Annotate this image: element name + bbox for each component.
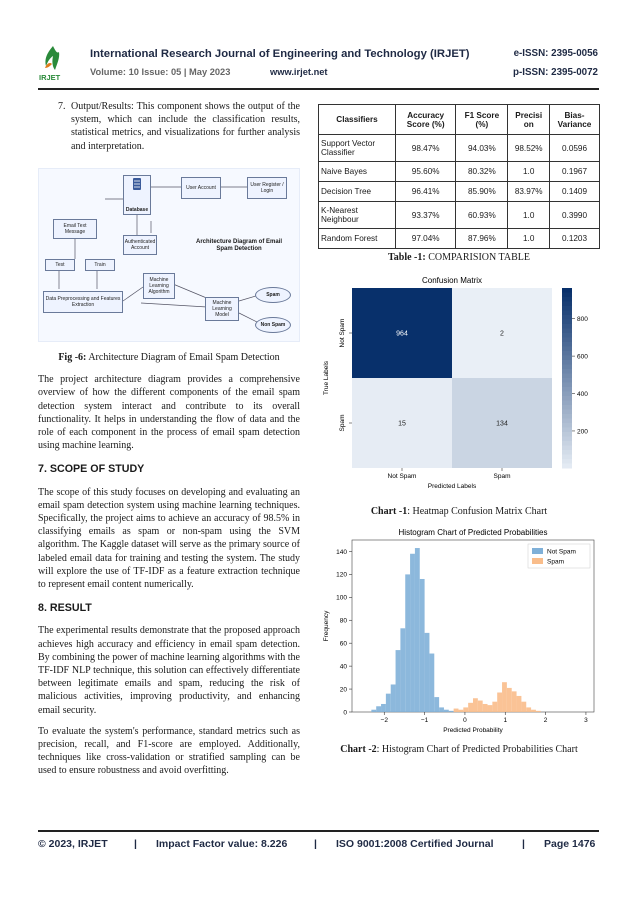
histogram-bar	[400, 628, 405, 712]
histogram-bar	[386, 694, 391, 712]
chart1-caption-text: : Heatmap Confusion Matrix Chart	[407, 506, 548, 517]
colorbar-segment	[562, 410, 572, 415]
header-cell: Accuracy Score (%)	[396, 105, 456, 135]
heading-result: 8. RESULT	[38, 602, 92, 615]
left-column-lower	[38, 351, 300, 778]
colorbar-segment	[562, 324, 572, 329]
histogram-bar	[507, 688, 512, 712]
table-cell: Decision Tree	[319, 182, 396, 202]
colorbar-segment	[562, 356, 572, 361]
colorbar-segment	[562, 369, 572, 374]
confusion-matrix-heatmap	[318, 272, 600, 494]
histogram-bar	[396, 650, 401, 712]
y-axis-label: Frequency	[323, 610, 330, 642]
histogram-bar	[488, 705, 493, 712]
table-row	[319, 162, 600, 182]
spam-node: Spam	[255, 287, 291, 303]
paragraph-result-2: To evaluate the system's performance, standard metrics such as precision, recall, and F1-score are employed. Additionally, techniques like cross-validation or stratified sampling can be used to ensure robustness and avoid overfitting.	[38, 725, 300, 777]
y-tick-label: 40	[339, 663, 347, 671]
heading-scope: 7. SCOPE OF STUDY	[38, 463, 145, 476]
architecture-diagram	[38, 168, 300, 342]
histogram-bar	[376, 706, 381, 712]
histogram-bar	[517, 696, 522, 712]
y-tick-label: 100	[336, 594, 347, 602]
y-tick-label: 140	[336, 548, 347, 556]
colorbar-segment	[562, 383, 572, 388]
histogram-bar	[454, 709, 459, 712]
y-tick-label: 60	[339, 640, 347, 648]
footer-separator: |	[314, 838, 317, 850]
pissn: p-ISSN: 2395-0072	[513, 67, 598, 78]
histogram-bar	[371, 710, 376, 712]
colorbar-segment	[562, 288, 572, 293]
test-box: Test	[45, 259, 75, 271]
footer-iso: ISO 9001:2008 Certified Journal	[336, 838, 494, 850]
y-tick-label: Spam	[339, 414, 346, 432]
histogram-bar	[512, 691, 517, 712]
colorbar-segment	[562, 374, 572, 379]
table-caption-text: COMPARISION TABLE	[425, 252, 530, 263]
ml-algorithm-box: Machine Learning Algorithm	[143, 273, 175, 299]
y-tick-label: 0	[343, 709, 347, 717]
x-tick-label: −1	[420, 717, 429, 724]
legend-label: Not Spam	[547, 548, 576, 556]
colorbar-segment	[562, 351, 572, 356]
colorbar-segment	[562, 432, 572, 437]
x-tick-label: Spam	[493, 473, 511, 480]
histogram-bar	[439, 707, 444, 712]
histogram-bar	[473, 698, 478, 712]
colorbar-segment	[562, 360, 572, 365]
table-cell: 98.47%	[396, 135, 456, 162]
user-account-box: User Account	[181, 177, 221, 199]
table-caption-label: Table -1:	[388, 252, 426, 263]
histogram-bar	[531, 710, 536, 712]
colorbar-segment	[562, 302, 572, 307]
footer-page-number: Page 1476	[544, 838, 596, 850]
header-cell: Precisi on	[508, 105, 550, 135]
preprocessing-box: Data Preprocessing and Features Extraction	[43, 291, 123, 313]
table-cell: 95.60%	[396, 162, 456, 182]
colorbar-segment	[562, 428, 572, 433]
table-cell: 1.0	[508, 162, 550, 182]
colorbar-segment	[562, 423, 572, 428]
colorbar-segment	[562, 293, 572, 298]
histogram-bar	[420, 579, 425, 712]
volume-issue: Volume: 10 Issue: 05 | May 2023	[90, 67, 231, 77]
irjet-logo-icon	[38, 44, 68, 82]
colorbar-segment	[562, 446, 572, 451]
colorbar-segment	[562, 306, 572, 311]
table-cell: 98.52%	[508, 135, 550, 162]
database-icon	[132, 177, 142, 191]
colorbar-segment	[562, 396, 572, 401]
histogram-bar	[468, 703, 473, 712]
table-cell: 80.32%	[456, 162, 508, 182]
colorbar-segment	[562, 297, 572, 302]
table-cell: 0.3990	[550, 202, 600, 229]
table-cell: Support Vector Classifier	[319, 135, 396, 162]
y-tick-label: Not Spam	[339, 318, 346, 348]
histogram-bar	[415, 548, 420, 712]
authenticated-account-box: Authenticated Account	[123, 235, 157, 255]
fig-caption	[38, 351, 300, 364]
footer-separator: |	[134, 838, 137, 850]
table-cell: 1.0	[508, 229, 550, 249]
y-tick-label: 80	[339, 617, 347, 625]
heatmap-cell-label: 964	[396, 330, 408, 338]
histogram-bar	[526, 707, 531, 712]
histogram-bar	[434, 697, 439, 712]
colorbar-segment	[562, 455, 572, 460]
table-cell: Naive Bayes	[319, 162, 396, 182]
paragraph-scope: The scope of this study focuses on developing and evaluating an email spam detection system using machine learning techniques. Specifically, the project aims to achieve an accuracy of 98.5% in classifying emails as spam or non-spam using the SVM algorithm. The Kaggle dataset will serve as the primary source of labeled email data for training and testing the system. The study will explore the use of TF-IDF as a feature extraction technique to represent email content numerically.	[38, 486, 300, 591]
user-register-box: User Register / Login	[247, 177, 287, 199]
colorbar-segment	[562, 405, 572, 410]
heatmap-title: Confusion Matrix	[421, 276, 483, 285]
header-rule	[38, 88, 599, 90]
colorbar-segment	[562, 333, 572, 338]
table-cell: 0.0596	[550, 135, 600, 162]
histogram-bar	[381, 704, 386, 712]
chart1-caption	[318, 506, 600, 517]
colorbar-segment	[562, 311, 572, 316]
ml-model-box: Machine Learning Model	[205, 297, 239, 321]
histogram-bar	[410, 554, 415, 712]
histogram-bar	[429, 654, 434, 712]
journal-title: International Research Journal of Engineering and Technology (IRJET)	[90, 48, 470, 60]
left-column	[38, 100, 300, 153]
colorbar-segment	[562, 347, 572, 352]
legend-label: Spam	[547, 558, 564, 566]
chart1-caption-label: Chart -1	[370, 506, 408, 517]
colorbar-segment	[562, 441, 572, 446]
colorbar-segment	[562, 401, 572, 406]
x-tick-label: Not Spam	[387, 473, 417, 480]
chart2-caption-text: : Histogram Chart of Predicted Probabilities Chart	[376, 744, 578, 755]
table-cell: 0.1967	[550, 162, 600, 182]
diagram-title: Architecture Diagram of Email Spam Detection	[195, 239, 283, 252]
table-header-row	[319, 105, 600, 135]
colorbar-tick-label: 400	[577, 390, 588, 398]
probability-histogram	[318, 524, 600, 736]
table-row	[319, 135, 600, 162]
table-cell: 87.96%	[456, 229, 508, 249]
table-cell: 93.37%	[396, 202, 456, 229]
non-spam-node: Non Spam	[255, 317, 291, 333]
histogram-bar	[497, 693, 502, 712]
histogram-bar	[521, 702, 526, 712]
colorbar-segment	[562, 315, 572, 320]
histogram-bar	[425, 633, 430, 712]
heatmap-cell-label: 15	[398, 420, 406, 428]
table-row	[319, 229, 600, 249]
email-text-box: Email Text Message	[53, 219, 97, 239]
table-cell: 83.97%	[508, 182, 550, 202]
x-axis-label: Predicted Labels	[427, 483, 477, 490]
journal-website-link[interactable]: www.irjet.net	[270, 67, 328, 77]
legend-swatch	[532, 548, 543, 554]
histogram-bar	[463, 707, 468, 712]
histogram-bar	[405, 574, 410, 712]
histogram-bar	[444, 710, 449, 712]
table-cell: Random Forest	[319, 229, 396, 249]
table-cell: K-Nearest Neighbour	[319, 202, 396, 229]
x-tick-label: −2	[380, 717, 388, 724]
heatmap-cell-label: 2	[500, 330, 504, 338]
table-cell: 0.1409	[550, 182, 600, 202]
footer-separator: |	[522, 838, 525, 850]
histogram-bar	[391, 684, 396, 712]
histogram-bar	[502, 682, 507, 712]
header-cell: Bias-Variance	[550, 105, 600, 135]
table-cell: 60.93%	[456, 202, 508, 229]
table-cell: 97.04%	[396, 229, 456, 249]
colorbar-segment	[562, 320, 572, 325]
y-axis-label: True Labels	[323, 360, 330, 396]
colorbar-segment	[562, 450, 572, 455]
colorbar-segment	[562, 338, 572, 343]
colorbar-segment	[562, 378, 572, 383]
colorbar-segment	[562, 464, 572, 469]
database-box	[123, 175, 151, 215]
colorbar-segment	[562, 365, 572, 370]
colorbar-segment	[562, 329, 572, 334]
colorbar-segment	[562, 387, 572, 392]
table-cell: 94.03%	[456, 135, 508, 162]
x-tick-label: 0	[463, 717, 467, 724]
y-tick-label: 120	[336, 571, 347, 579]
header-cell: F1 Score (%)	[456, 105, 508, 135]
right-column	[318, 104, 600, 249]
histogram-bar	[478, 701, 483, 712]
footer-rule	[38, 830, 599, 832]
table-cell: 1.0	[508, 202, 550, 229]
footer-impact: Impact Factor value: 8.226	[156, 838, 288, 850]
heatmap-cell-label: 134	[496, 420, 508, 428]
page-header	[38, 44, 598, 86]
header-cell: Classifiers	[319, 105, 396, 135]
colorbar-tick-label: 800	[577, 315, 588, 323]
colorbar-segment	[562, 342, 572, 347]
colorbar-segment	[562, 459, 572, 464]
chart2-caption	[318, 744, 600, 755]
histogram-bar	[492, 702, 497, 712]
fig-caption-label: Fig -6:	[58, 352, 87, 363]
comparison-table	[318, 104, 600, 249]
x-tick-label: 3	[584, 717, 588, 724]
colorbar-segment	[562, 392, 572, 397]
colorbar-segment	[562, 437, 572, 442]
paragraph-result-1: The experimental results demonstrate that the proposed approach achieves high accuracy and efficiency in email spam detection. By combining the power of machine learning algorithms with the TF-IDF NLP technique, this solution can effectively differentiate between legitimate emails and spam, reducing the risk of malicious activities, improving productivity, and enhancing email security.	[38, 625, 300, 716]
footer-copyright: © 2023, IRJET	[38, 838, 108, 850]
histogram-bar	[536, 711, 541, 712]
table-caption	[318, 252, 600, 263]
chart2-caption-label: Chart -2	[340, 744, 377, 755]
legend-swatch	[532, 558, 543, 564]
list-number: 7.	[58, 101, 66, 112]
eissn: e-ISSN: 2395-0056	[513, 48, 598, 59]
histogram-title: Histogram Chart of Predicted Probabilities	[398, 528, 548, 537]
table-cell: 96.41%	[396, 182, 456, 202]
histogram-bar	[449, 711, 454, 712]
train-box: Train	[85, 259, 115, 271]
x-tick-label: 2	[543, 717, 548, 724]
table-cell: 0.1203	[550, 229, 600, 249]
colorbar-tick-label: 600	[577, 353, 588, 361]
table-row	[319, 202, 600, 229]
list-item-text: Output/Results: This component shows the output of the system, which can include the classification results, statistical metrics, and visualizations for further analysis and interpretation.	[71, 101, 300, 152]
histogram-bar	[458, 710, 463, 712]
table-cell: 85.90%	[456, 182, 508, 202]
colorbar-tick-label: 200	[577, 428, 588, 436]
colorbar-segment	[562, 419, 572, 424]
x-axis-label: Predicted Probability	[443, 727, 503, 734]
table-row	[319, 182, 600, 202]
database-label: Database	[125, 207, 149, 213]
y-tick-label: 20	[339, 686, 347, 694]
x-tick-label: 1	[503, 717, 508, 724]
fig-caption-text: Architecture Diagram of Email Spam Detection	[86, 352, 280, 363]
logo-text: IRJET	[39, 73, 61, 82]
paragraph-architecture: The project architecture diagram provides a comprehensive overview of how the different components of the email spam detection system interact and contribute to its overall functionality. It helps in understanding the flow of data and the role of each component in the process of email spam detection using machine learning.	[38, 374, 300, 452]
colorbar-segment	[562, 414, 572, 419]
list-item-output	[38, 100, 300, 153]
histogram-bar	[483, 704, 488, 712]
